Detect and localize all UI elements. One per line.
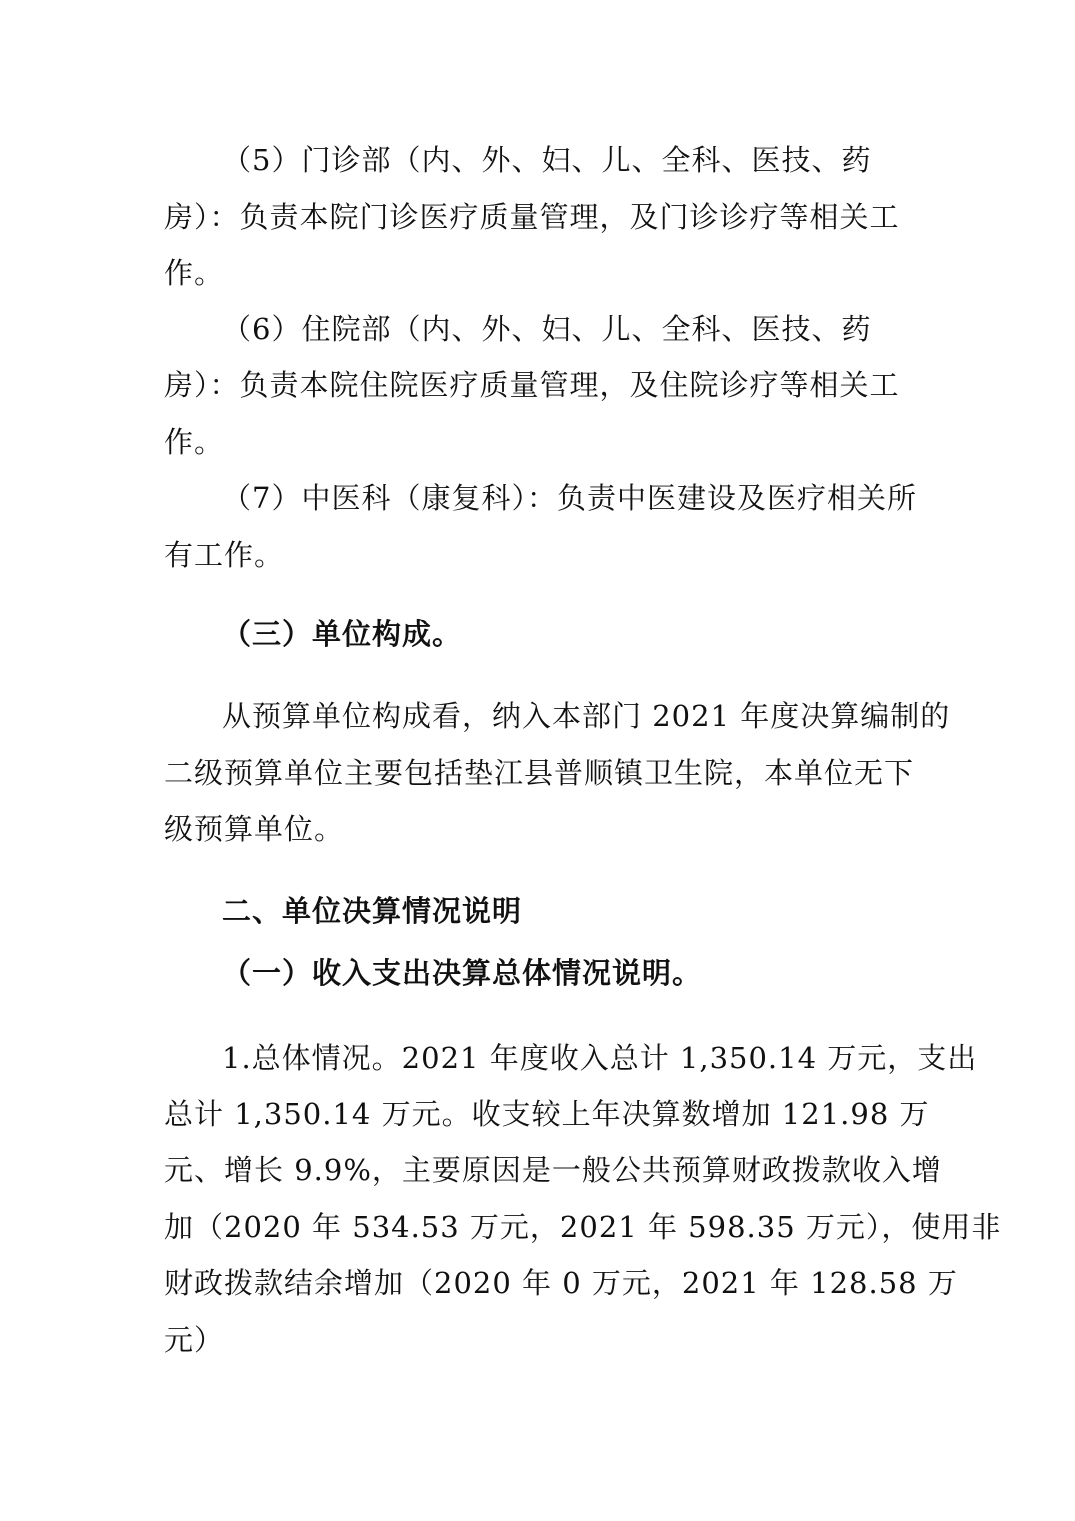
text-line-outpatient-1: （5）门诊部（内、外、妇、儿、全科、医技、药 <box>222 143 872 177</box>
section-heading-final-accounts: 二、单位决算情况说明 <box>222 894 523 928</box>
text-line-composition-2: 二级预算单位主要包括垫江县普顺镇卫生院，本单位无下 <box>164 756 915 790</box>
text-line-overview-1: 1.总体情况。2021 年度收入总计 1,350.14 万元，支出 <box>222 1041 978 1075</box>
text-line-inpatient-2: 房）：负责本院住院医疗质量管理，及住院诊疗等相关工 <box>164 368 900 402</box>
text-line-overview-2: 总计 1,350.14 万元。收支较上年决算数增加 121.98 万 <box>164 1097 930 1131</box>
text-line-inpatient-3: 作。 <box>164 425 225 459</box>
text-line-overview-3: 元、增长 9.9%，主要原因是一般公共预算财政拨款收入增 <box>164 1153 942 1187</box>
text-line-tcm-1: （7）中医科（康复科）：负责中医建设及医疗相关所 <box>222 481 917 515</box>
text-line-overview-5: 财政拨款结余增加（2020 年 0 万元，2021 年 128.58 万 <box>164 1266 958 1300</box>
section-heading-income-expenditure: （一）收入支出决算总体情况说明。 <box>222 956 703 990</box>
text-line-composition-1: 从预算单位构成看，纳入本部门 2021 年度决算编制的 <box>222 699 951 733</box>
text-line-tcm-2: 有工作。 <box>164 538 285 572</box>
text-line-overview-6: 元） <box>164 1323 225 1357</box>
text-line-outpatient-2: 房）：负责本院门诊医疗质量管理，及门诊诊疗等相关工 <box>164 200 900 234</box>
text-line-outpatient-3: 作。 <box>164 256 225 290</box>
text-line-overview-4: 加（2020 年 534.53 万元，2021 年 598.35 万元），使用非 <box>164 1210 1002 1244</box>
section-heading-unit-composition: （三）单位构成。 <box>222 617 463 651</box>
text-line-composition-3: 级预算单位。 <box>164 812 345 846</box>
text-line-inpatient-1: （6）住院部（内、外、妇、儿、全科、医技、药 <box>222 312 872 346</box>
